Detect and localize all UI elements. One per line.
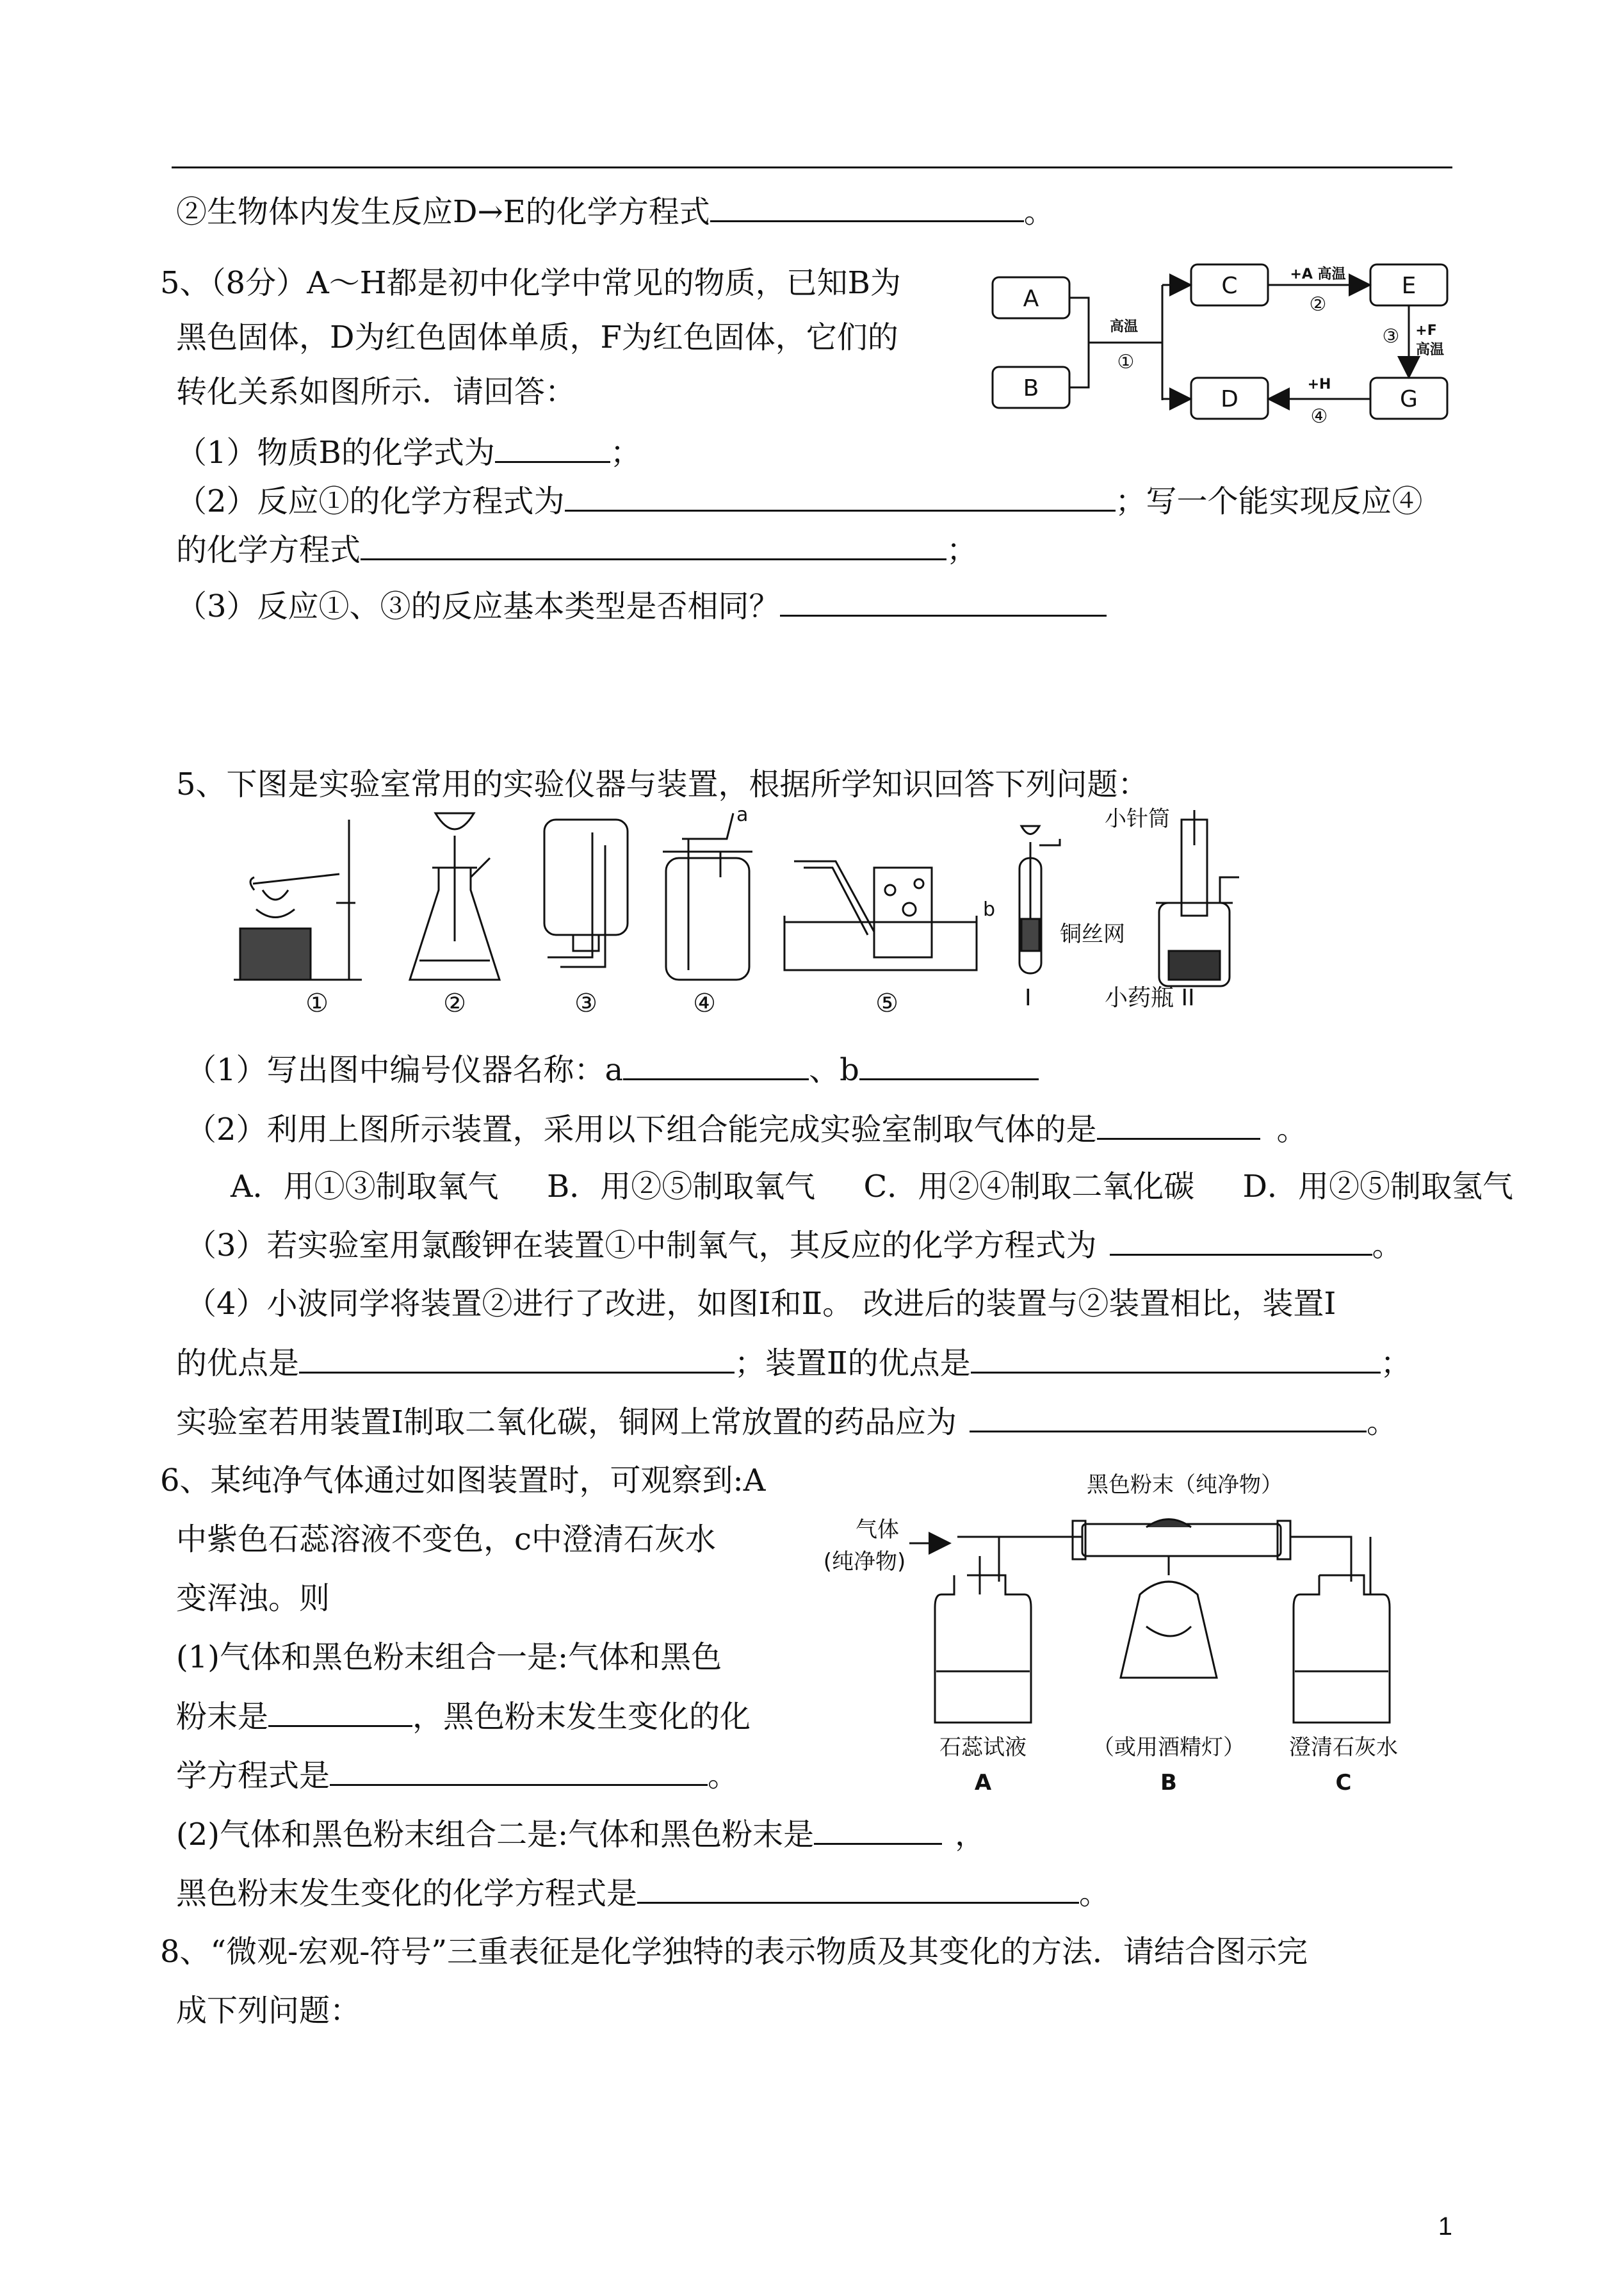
letter-b: B <box>1160 1770 1177 1793</box>
apparatus-label-2: ② <box>443 989 466 1018</box>
q5b-q4-line1: （4）小波同学将装置②进行了改进，如图Ⅰ和Ⅱ。 改进后的装置与②装置相比，装置Ⅰ <box>186 1286 1336 1322</box>
q5b-q2: （2）利用上图所示装置，采用以下组合能完成实验室制取气体的是 。 <box>186 1110 1308 1149</box>
q6-q1-line2: 粉末是 ，黑色粉末发生变化的化 <box>176 1697 751 1736</box>
reaction-3-condition: 高温 <box>1415 342 1445 358</box>
reaction-flow-diagram <box>980 253 1466 445</box>
option-c[interactable]: C．用②④制取二氧化碳 <box>863 1169 1195 1204</box>
node-e-label: E <box>1401 273 1417 299</box>
answer-blank[interactable] <box>268 1697 412 1727</box>
gas-label: 气体 <box>856 1517 899 1543</box>
q5a-intro-3: 转化关系如图所示．请回答： <box>176 374 576 410</box>
answer-blank[interactable] <box>565 482 1116 512</box>
node-a-label: A <box>1023 286 1039 312</box>
q5a-q2-line2: 的化学方程式 ； <box>176 530 977 569</box>
answer-blank-i[interactable] <box>299 1343 735 1374</box>
tube-b <box>1025 1520 1351 1678</box>
lab-apparatus-figure <box>227 807 1284 1018</box>
page-number: 1 <box>1438 2212 1452 2241</box>
q8-line1: 8、“微观-宏观-符号”三重表征是化学独特的表示物质及其变化的方法．请结合图示完 <box>160 1934 1308 1970</box>
q5a-q2-line1: （2）反应①的化学方程式为 ；写一个能实现反应④ <box>176 482 1423 521</box>
litmus-label: 石蕊试液 <box>939 1735 1027 1760</box>
apparatus-label-1: ① <box>305 989 329 1018</box>
limewater-label: 澄清石灰水 <box>1289 1735 1398 1760</box>
reaction-2-condition: +A 高温 <box>1290 266 1346 282</box>
mark-a: a <box>736 807 749 826</box>
answer-blank[interactable] <box>1110 1226 1372 1256</box>
apparatus-II <box>1156 810 1239 986</box>
apparatus-3 <box>544 820 628 967</box>
q5b-q3: （3）若实验室用氯酸钾在装置①中制氧气，其反应的化学方程式为 。 <box>186 1226 1403 1265</box>
node-g-label: G <box>1400 386 1418 412</box>
node-c-label: C <box>1221 273 1238 299</box>
answer-blank-ii[interactable] <box>971 1343 1381 1374</box>
apparatus-label-5: ⑤ <box>875 989 898 1018</box>
bottle-c <box>1294 1537 1390 1723</box>
option-b[interactable]: B．用②⑤制取氧气 <box>546 1169 816 1204</box>
q6-q2-line1: (2)气体和黑色粉末组合二是:气体和黑色粉末是 ， <box>176 1815 986 1854</box>
q5b-q4-line2: 的优点是 ；装置Ⅱ的优点是 ； <box>176 1343 1411 1383</box>
apparatus-5 <box>784 861 977 970</box>
alcohol-lamp-label: （或用酒精灯） <box>1092 1735 1245 1760</box>
node-d-label: D <box>1221 386 1238 412</box>
q6-intro-3: 变浑浊。则 <box>176 1580 330 1616</box>
q6-q2-line2: 黑色粉末发生变化的化学方程式是 。 <box>176 1874 1110 1913</box>
syringe-label: 小针筒 <box>1105 807 1170 832</box>
answer-blank[interactable] <box>330 1756 708 1786</box>
q5b-options <box>231 1167 1513 1206</box>
reaction-4-reagent: +H <box>1307 377 1331 393</box>
q5b-intro: 5、下图是实验室常用的实验仪器与装置，根据所学知识回答下列问题： <box>176 766 1149 802</box>
mark-b: b <box>983 898 996 921</box>
answer-blank[interactable] <box>1097 1110 1260 1140</box>
answer-blank[interactable] <box>637 1874 1079 1904</box>
answer-blank-a[interactable] <box>623 1050 809 1080</box>
q6-intro-1: 6、某纯净气体通过如图装置时，可观察到:A <box>160 1463 766 1498</box>
reaction-1-condition: 高温 <box>1109 319 1139 335</box>
node-b-label: B <box>1023 375 1039 401</box>
answer-blank[interactable] <box>710 192 1024 222</box>
apparatus-4 <box>663 813 752 980</box>
answer-blank-b[interactable] <box>859 1050 1039 1080</box>
q5a-q3: （3）反应①、③的反应基本类型是否相同？ <box>176 587 1107 626</box>
header-rule <box>172 166 1452 168</box>
answer-blank[interactable] <box>780 587 1107 617</box>
q6-q1-line1: (1)气体和黑色粉末组合一是:气体和黑色 <box>176 1639 722 1675</box>
apparatus-label-4: ④ <box>693 989 716 1018</box>
bottle-a <box>935 1537 1031 1723</box>
q5b-q1: （1）写出图中编号仪器名称：a 、b <box>186 1050 1039 1089</box>
reaction-2-number: ② <box>1309 293 1327 316</box>
apparatus-II-caption: 小药瓶 II <box>1105 985 1195 1011</box>
reaction-3-number: ③ <box>1382 325 1400 348</box>
letter-c: C <box>1335 1770 1352 1793</box>
option-a[interactable]: A．用①③制取氧气 <box>231 1169 499 1204</box>
gas-pure-label: (纯净物) <box>823 1549 906 1575</box>
option-d[interactable]: D．用②⑤制取氢气 <box>1242 1169 1513 1204</box>
answer-blank[interactable] <box>361 530 946 560</box>
reaction-4-number: ④ <box>1310 405 1328 428</box>
reaction-1-number: ① <box>1117 351 1135 373</box>
apparatus-I <box>1019 826 1060 973</box>
answer-blank[interactable] <box>814 1815 942 1845</box>
mesh-label: 铜丝网 <box>1060 921 1125 947</box>
q5a-intro-1: 5、（8分）A～H都是初中化学中常见的物质，已知B为 <box>160 265 901 301</box>
q5b-q4-line3: 实验室若用装置Ⅰ制取二氧化碳，铜网上常放置的药品应为 。 <box>176 1402 1397 1441</box>
q6-intro-2: 中紫色石蕊溶液不变色，c中澄清石灰水 <box>176 1521 716 1557</box>
q5a-intro-2: 黑色固体，D为红色固体单质，F为红色固体，它们的 <box>176 320 898 355</box>
letter-a: A <box>974 1770 992 1793</box>
q8-line2: 成下列问题： <box>176 1993 361 2029</box>
q5a-q1: （1）物质B的化学式为 ； <box>176 433 641 472</box>
apparatus-2 <box>410 813 499 980</box>
answer-blank[interactable] <box>970 1402 1367 1432</box>
black-powder-label: 黑色粉末（纯净物） <box>1087 1472 1283 1498</box>
q4-part2: ②生物体内发生反应D→E的化学方程式 。 <box>176 192 1055 231</box>
answer-blank[interactable] <box>495 433 610 463</box>
apparatus-1 <box>234 820 362 980</box>
gas-setup-figure <box>813 1466 1479 1793</box>
apparatus-I-caption: I <box>1025 985 1032 1011</box>
q6-q1-line3: 学方程式是 。 <box>176 1756 738 1795</box>
apparatus-label-3: ③ <box>574 989 597 1018</box>
reaction-3-reagent: +F <box>1415 323 1437 339</box>
